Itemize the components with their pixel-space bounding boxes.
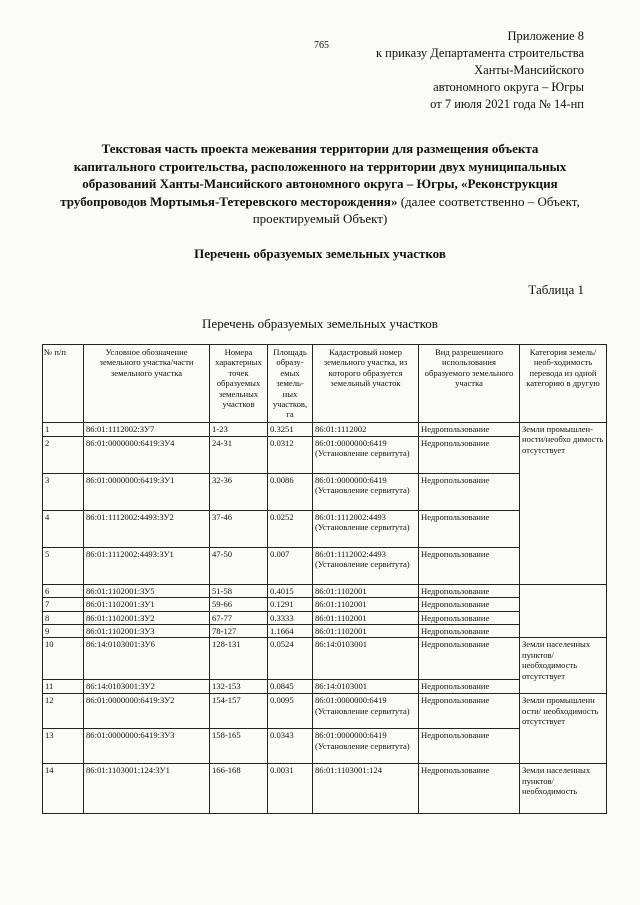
table-row xyxy=(43,584,607,597)
cell-cadastral: 86:01:1102001 xyxy=(313,611,419,624)
appendix-line: от 7 июля 2021 года № 14-нп xyxy=(430,97,584,111)
cell-points: 158-165 xyxy=(210,729,268,764)
cell-area: 0.3251 xyxy=(268,422,313,436)
land-plots-table xyxy=(42,344,607,814)
cell-plot-id: 86:01:1112002:4493:ЗУ2 xyxy=(84,510,210,547)
header-area: Площадь образу-емых земель-ных участков, га xyxy=(268,345,313,423)
cell-number: 3 xyxy=(43,473,84,510)
cell-area: 0.0086 xyxy=(268,473,313,510)
cell-cadastral: 86:01:1112002 xyxy=(313,422,419,436)
table-row xyxy=(43,422,607,436)
cell-number: 14 xyxy=(43,764,84,814)
cell-number: 6 xyxy=(43,584,84,597)
appendix-line: Ханты-Мансийского xyxy=(474,63,584,77)
cell-area: 0.0252 xyxy=(268,510,313,547)
cell-points: 1-23 xyxy=(210,422,268,436)
cell-use: Недропользование xyxy=(419,436,520,473)
cell-points: 37-46 xyxy=(210,510,268,547)
appendix-line: к приказу Департамента строительства xyxy=(375,46,584,60)
cell-category: Земли промышлен-ности/необхо димость отсутствует xyxy=(520,422,607,584)
cell-plot-id: 86:01:1103001:124:ЗУ1 xyxy=(84,764,210,814)
cell-plot-id: 86:01:1102001:ЗУ5 xyxy=(84,584,210,597)
cell-area: 0.0095 xyxy=(268,694,313,729)
cell-number: 4 xyxy=(43,510,84,547)
cell-area: 0.1291 xyxy=(268,598,313,611)
cell-plot-id: 86:01:1112002:4493:ЗУ1 xyxy=(84,547,210,584)
cell-plot-id: 86:01:1102001:ЗУ1 xyxy=(84,598,210,611)
cell-use: Недропользование xyxy=(419,473,520,510)
cell-area: 0.0312 xyxy=(268,436,313,473)
header-number: № п/п xyxy=(43,345,84,423)
cell-points: 51-58 xyxy=(210,584,268,597)
cell-cadastral: 86:01:1102001 xyxy=(313,625,419,638)
cell-number: 9 xyxy=(43,625,84,638)
cell-plot-id: 86:14:0103001:ЗУ2 xyxy=(84,680,210,694)
cell-use: Недропользование xyxy=(419,625,520,638)
cell-plot-id: 86:14:0103001:ЗУ6 xyxy=(84,638,210,680)
cell-points: 67-77 xyxy=(210,611,268,624)
cell-cadastral: 86:01:1103001:124 xyxy=(313,764,419,814)
table-caption: Перечень образуемых земельных участков xyxy=(202,316,438,331)
cell-use: Недропользование xyxy=(419,510,520,547)
cell-plot-id: 86:01:1112002:ЗУ7 xyxy=(84,422,210,436)
cell-points: 78-127 xyxy=(210,625,268,638)
page-number: 765 xyxy=(314,40,329,51)
cell-cadastral: 86:14:0103001 xyxy=(313,638,419,680)
table-label: Таблица 1 xyxy=(528,282,584,297)
cell-use: Недропользование xyxy=(419,422,520,436)
list-heading: Перечень образуемых земельных участков xyxy=(194,246,446,261)
cell-plot-id: 86:01:0000000:6419:ЗУ4 xyxy=(84,436,210,473)
cell-plot-id: 86:01:0000000:6419:ЗУ3 xyxy=(84,729,210,764)
document-title xyxy=(60,140,580,228)
cell-number: 8 xyxy=(43,611,84,624)
cell-cadastral: 86:01:0000000:6419 (Установление сервитута) xyxy=(313,694,419,729)
appendix-line: Приложение 8 xyxy=(507,29,584,43)
cell-use: Недропользование xyxy=(419,680,520,694)
header-point-numbers: Номера характерных точек образуемых земельных участков xyxy=(210,345,268,423)
cell-category-empty xyxy=(520,584,607,638)
header-land-category: Категория земель/необ-ходимость перевода из одной категорию в другую xyxy=(520,345,607,423)
cell-area: 0.0524 xyxy=(268,638,313,680)
cell-area: 0.0343 xyxy=(268,729,313,764)
cell-points: 132-153 xyxy=(210,680,268,694)
header-permitted-use: Вид разрешенного использования образуемого земельного участка xyxy=(419,345,520,423)
cell-plot-id: 86:01:1102001:ЗУ3 xyxy=(84,625,210,638)
document-title-normal: (далее соответственно – Объект, проектируемый Объект) xyxy=(252,193,580,226)
cell-number: 10 xyxy=(43,638,84,680)
cell-cadastral: 86:01:1112002:4493 (Установление сервитута) xyxy=(313,510,419,547)
cell-points: 59-66 xyxy=(210,598,268,611)
appendix-block xyxy=(376,28,584,113)
appendix-line: автономного округа – Югры xyxy=(433,80,584,94)
cell-number: 5 xyxy=(43,547,84,584)
cell-cadastral: 86:01:0000000:6419 (Установление сервитута) xyxy=(313,729,419,764)
cell-cadastral: 86:01:1102001 xyxy=(313,598,419,611)
cell-area: 0.3333 xyxy=(268,611,313,624)
cell-plot-id: 86:01:1102001:ЗУ2 xyxy=(84,611,210,624)
cell-use: Недропользование xyxy=(419,598,520,611)
cell-category: Земли населенных пунктов/ необходимость отсутствует xyxy=(520,638,607,694)
cell-area: 0.0845 xyxy=(268,680,313,694)
cell-use: Недропользование xyxy=(419,729,520,764)
cell-points: 47-50 xyxy=(210,547,268,584)
header-cadastral-number: Кадастровый номер земельного участка, из которого образуется земельный участок xyxy=(313,345,419,423)
header-plot-designation: Условное обозначение земельного участка/части земельного участка xyxy=(84,345,210,423)
cell-category: Земли населенных пунктов/ необходимость xyxy=(520,764,607,814)
cell-points: 128-131 xyxy=(210,638,268,680)
cell-use: Недропользование xyxy=(419,764,520,814)
cell-use: Недропользование xyxy=(419,694,520,729)
cell-number: 1 xyxy=(43,422,84,436)
table-row xyxy=(43,638,607,680)
cell-area: 0.007 xyxy=(268,547,313,584)
cell-area: 1.1664 xyxy=(268,625,313,638)
cell-points: 166-168 xyxy=(210,764,268,814)
cell-use: Недропользование xyxy=(419,611,520,624)
cell-plot-id: 86:01:0000000:6419:ЗУ1 xyxy=(84,473,210,510)
cell-cadastral: 86:01:0000000:6419 (Установление сервитута) xyxy=(313,436,419,473)
cell-cadastral: 86:14:0103001 xyxy=(313,680,419,694)
cell-points: 154-157 xyxy=(210,694,268,729)
cell-category: Земли промышленн ости/ необходимость отсутствует xyxy=(520,694,607,764)
cell-area: 0.4015 xyxy=(268,584,313,597)
cell-area: 0.0031 xyxy=(268,764,313,814)
cell-number: 11 xyxy=(43,680,84,694)
table-row xyxy=(43,694,607,729)
cell-plot-id: 86:01:0000000:6419:ЗУ2 xyxy=(84,694,210,729)
cell-points: 32-36 xyxy=(210,473,268,510)
cell-number: 13 xyxy=(43,729,84,764)
cell-use: Недропользование xyxy=(419,547,520,584)
document-title-bold: Текстовая часть проекта межевания территории для размещения объекта капитального строительства, расположенного на территории двух муниципальных образований Ханты-Мансийского автономного округа – Югры, «Реконструкция трубопроводов Мортымья-Тетеревского месторождения» xyxy=(60,141,567,209)
cell-use: Недропользование xyxy=(419,584,520,597)
cell-cadastral: 86:01:1112002:4493 (Установление сервитута) xyxy=(313,547,419,584)
cell-cadastral: 86:01:0000000:6419 (Установление сервитута) xyxy=(313,473,419,510)
cell-use: Недропользование xyxy=(419,638,520,680)
table-header-row xyxy=(43,345,607,423)
table-row xyxy=(43,764,607,814)
cell-cadastral: 86:01:1102001 xyxy=(313,584,419,597)
cell-number: 7 xyxy=(43,598,84,611)
cell-points: 24-31 xyxy=(210,436,268,473)
cell-number: 12 xyxy=(43,694,84,729)
cell-number: 2 xyxy=(43,436,84,473)
